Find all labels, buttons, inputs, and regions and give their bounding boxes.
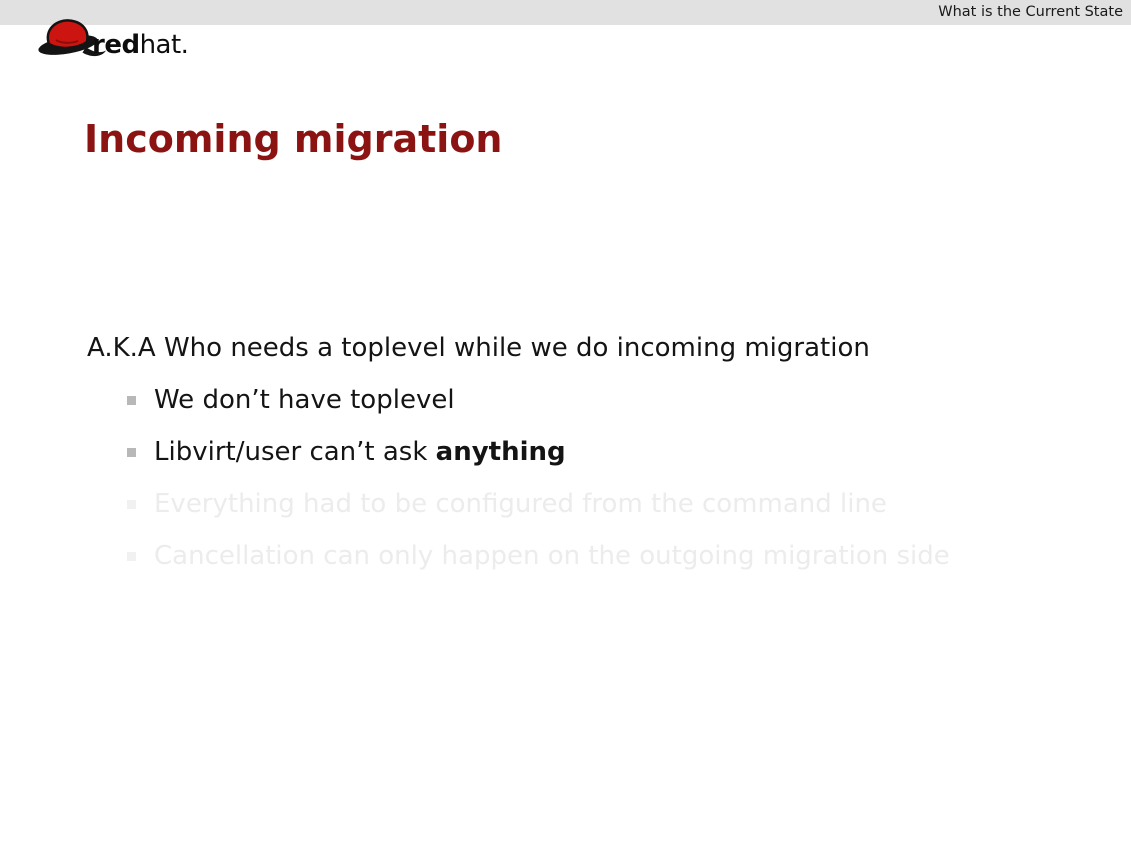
bullet-text: Libvirt/user can’t ask [154,437,436,467]
bullet-item-faded [127,478,1131,530]
slide-body [0,322,1131,582]
slide-title: Incoming migration [84,117,503,162]
wordmark-red: red [92,30,140,60]
bullet-text: Everything had to be configured from the command line [154,489,887,519]
section-title: What is the Current State [938,4,1123,20]
square-bullet-icon [127,500,136,509]
square-bullet-icon [127,552,136,561]
redhat-wordmark [92,30,188,60]
bullet-item [127,426,1131,478]
wordmark-hat: hat. [139,30,189,60]
bullet-item [127,374,1131,426]
square-bullet-icon [127,396,136,405]
bullet-text-bold: anything [435,437,566,467]
intro-line: A.K.A Who needs a toplevel while we do incoming migration [87,333,870,363]
bullet-text: Cancellation can only happen on the outgoing migration side [154,541,950,571]
square-bullet-icon [127,448,136,457]
bullet-item-faded [127,530,1131,582]
bullet-list [0,374,1131,582]
bullet-text: We don’t have toplevel [154,385,455,415]
redhat-logo [36,16,206,62]
